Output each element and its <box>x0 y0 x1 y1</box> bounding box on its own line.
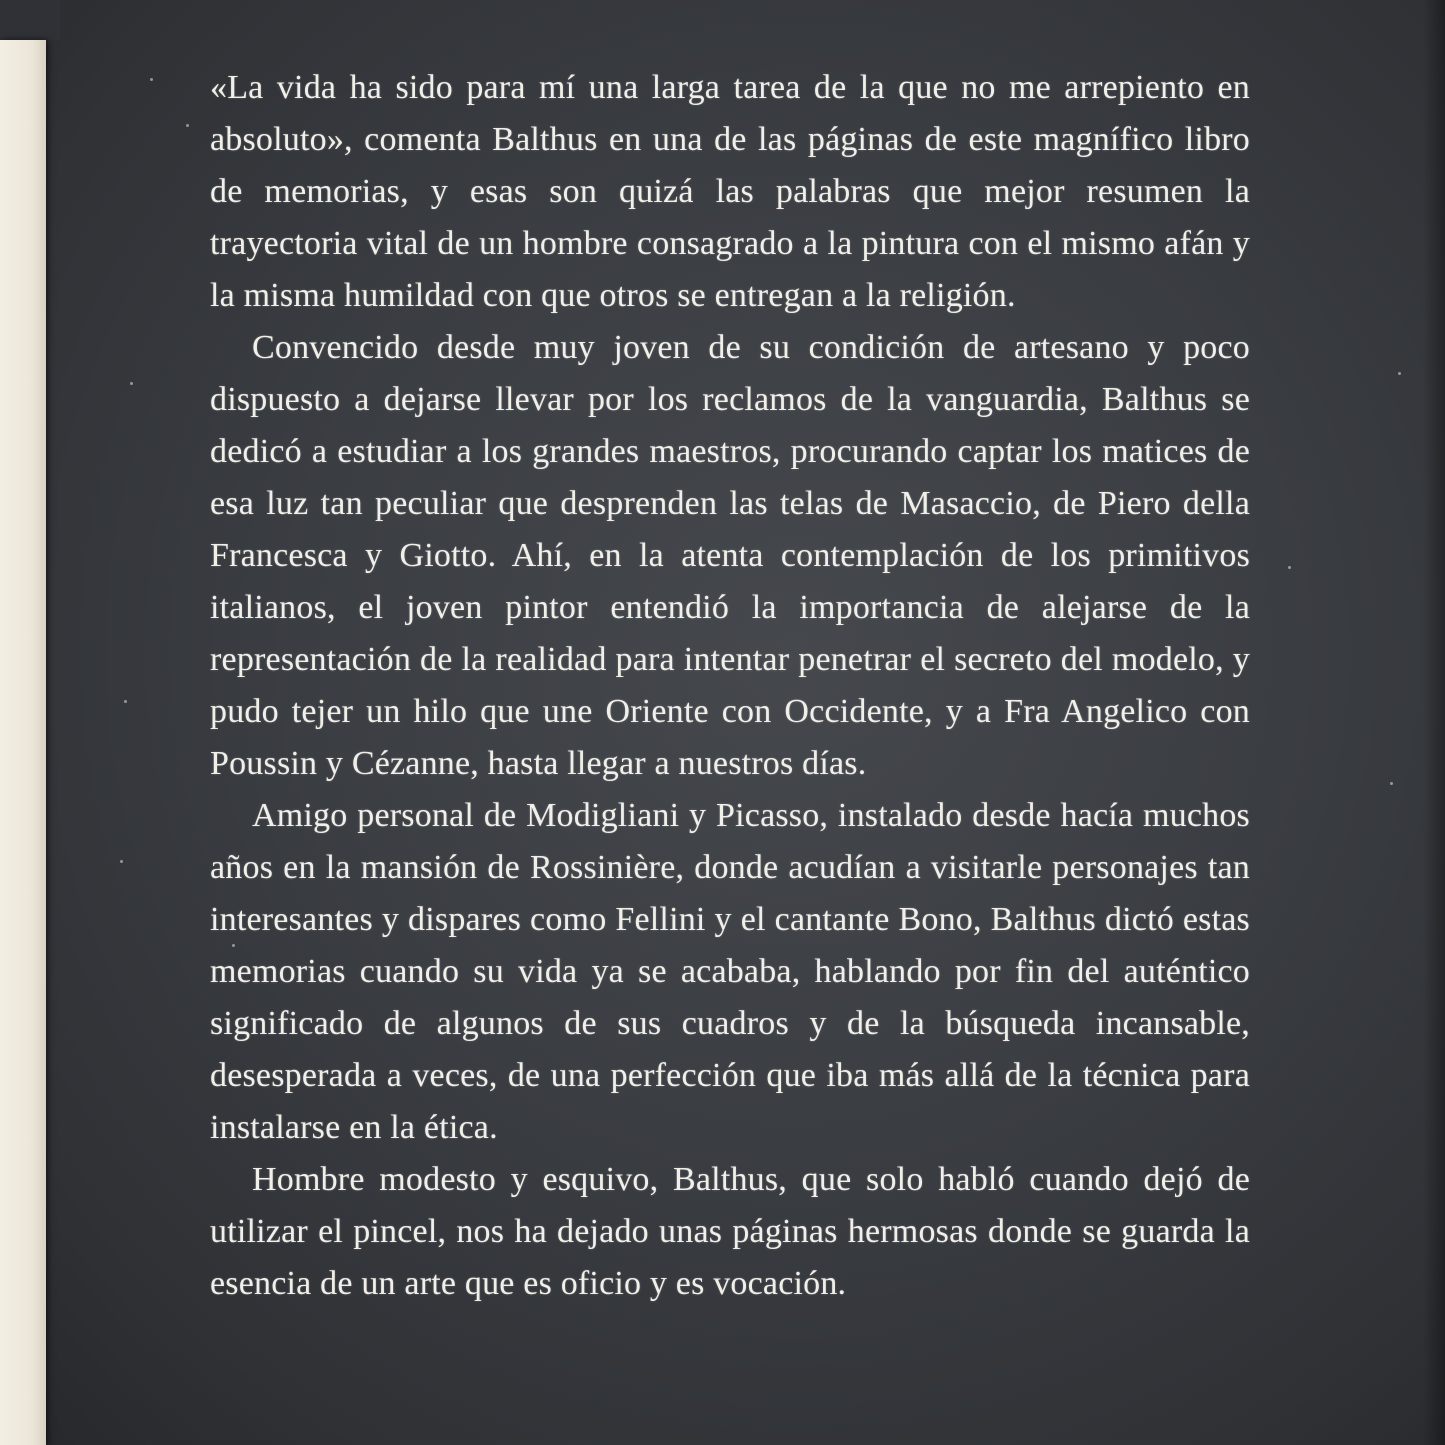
dust-speck <box>186 124 189 127</box>
blurb-paragraph-3: Amigo personal de Modigliani y Picasso, instalado desde hacía muchos años en la mansión de Rossinière, donde acudían a visitarle personajes tan interesantes y dispares como Fellini y el cantante Bono, Balthus dictó estas memorias cuando su vida ya se acababa, hablando por fin del auténtico significado de algunos de sus cuadros y de la búsqueda incansable, desesperada a veces, de una perfección que iba más allá de la técnica para instalarse en la ética. <box>210 797 1250 1146</box>
blurb-paragraph-4: Hombre modesto y esquivo, Balthus, que solo habló cuando dejó de utilizar el pincel, nos ha dejado unas páginas hermosas donde se guarda la esencia de un arte que es oficio y es vocación. <box>210 1161 1250 1302</box>
dust-speck <box>1288 566 1291 569</box>
blurb-paragraph-2: Convencido desde muy joven de su condición de artesano y poco dispuesto a dejarse llevar por los reclamos de la vanguardia, Balthus se dedicó a estudiar a los grandes maestros, procurando captar los matices de esa luz tan peculiar que desprenden las telas de Masaccio, de Piero della Francesca y Giotto. Ahí, en la atenta contemplación de los primitivos italianos, el joven pintor entendió la importancia de alejarse de la representación de la realidad para intentar penetrar el secreto del modelo, y pudo tejer un hilo que une Oriente con Occidente, y a Fra Angelico con Poussin y Cézanne, hasta llegar a nuestros días. <box>210 329 1250 782</box>
dust-speck <box>150 78 153 81</box>
blurb-paragraph-1: «La vida ha sido para mí una larga tarea de la que no me arrepiento en absoluto», comenta Balthus en una de las páginas de este magnífico libro de memorias, y esas son quizá las palabras que mejor resumen la trayectoria vital de un hombre consagrado a la pintura con el mismo afán y la misma humildad con que otros se entregan a la religión. <box>210 69 1250 314</box>
page-edge <box>0 40 46 1445</box>
dust-speck <box>120 860 123 863</box>
blurb-text <box>210 62 1250 1310</box>
cover-edge-shadow <box>1423 0 1445 1445</box>
dust-speck <box>1390 782 1393 785</box>
dust-speck <box>130 382 133 385</box>
dust-speck <box>124 700 127 703</box>
cover-corner-shadow <box>0 0 60 40</box>
dust-speck <box>1398 372 1401 375</box>
